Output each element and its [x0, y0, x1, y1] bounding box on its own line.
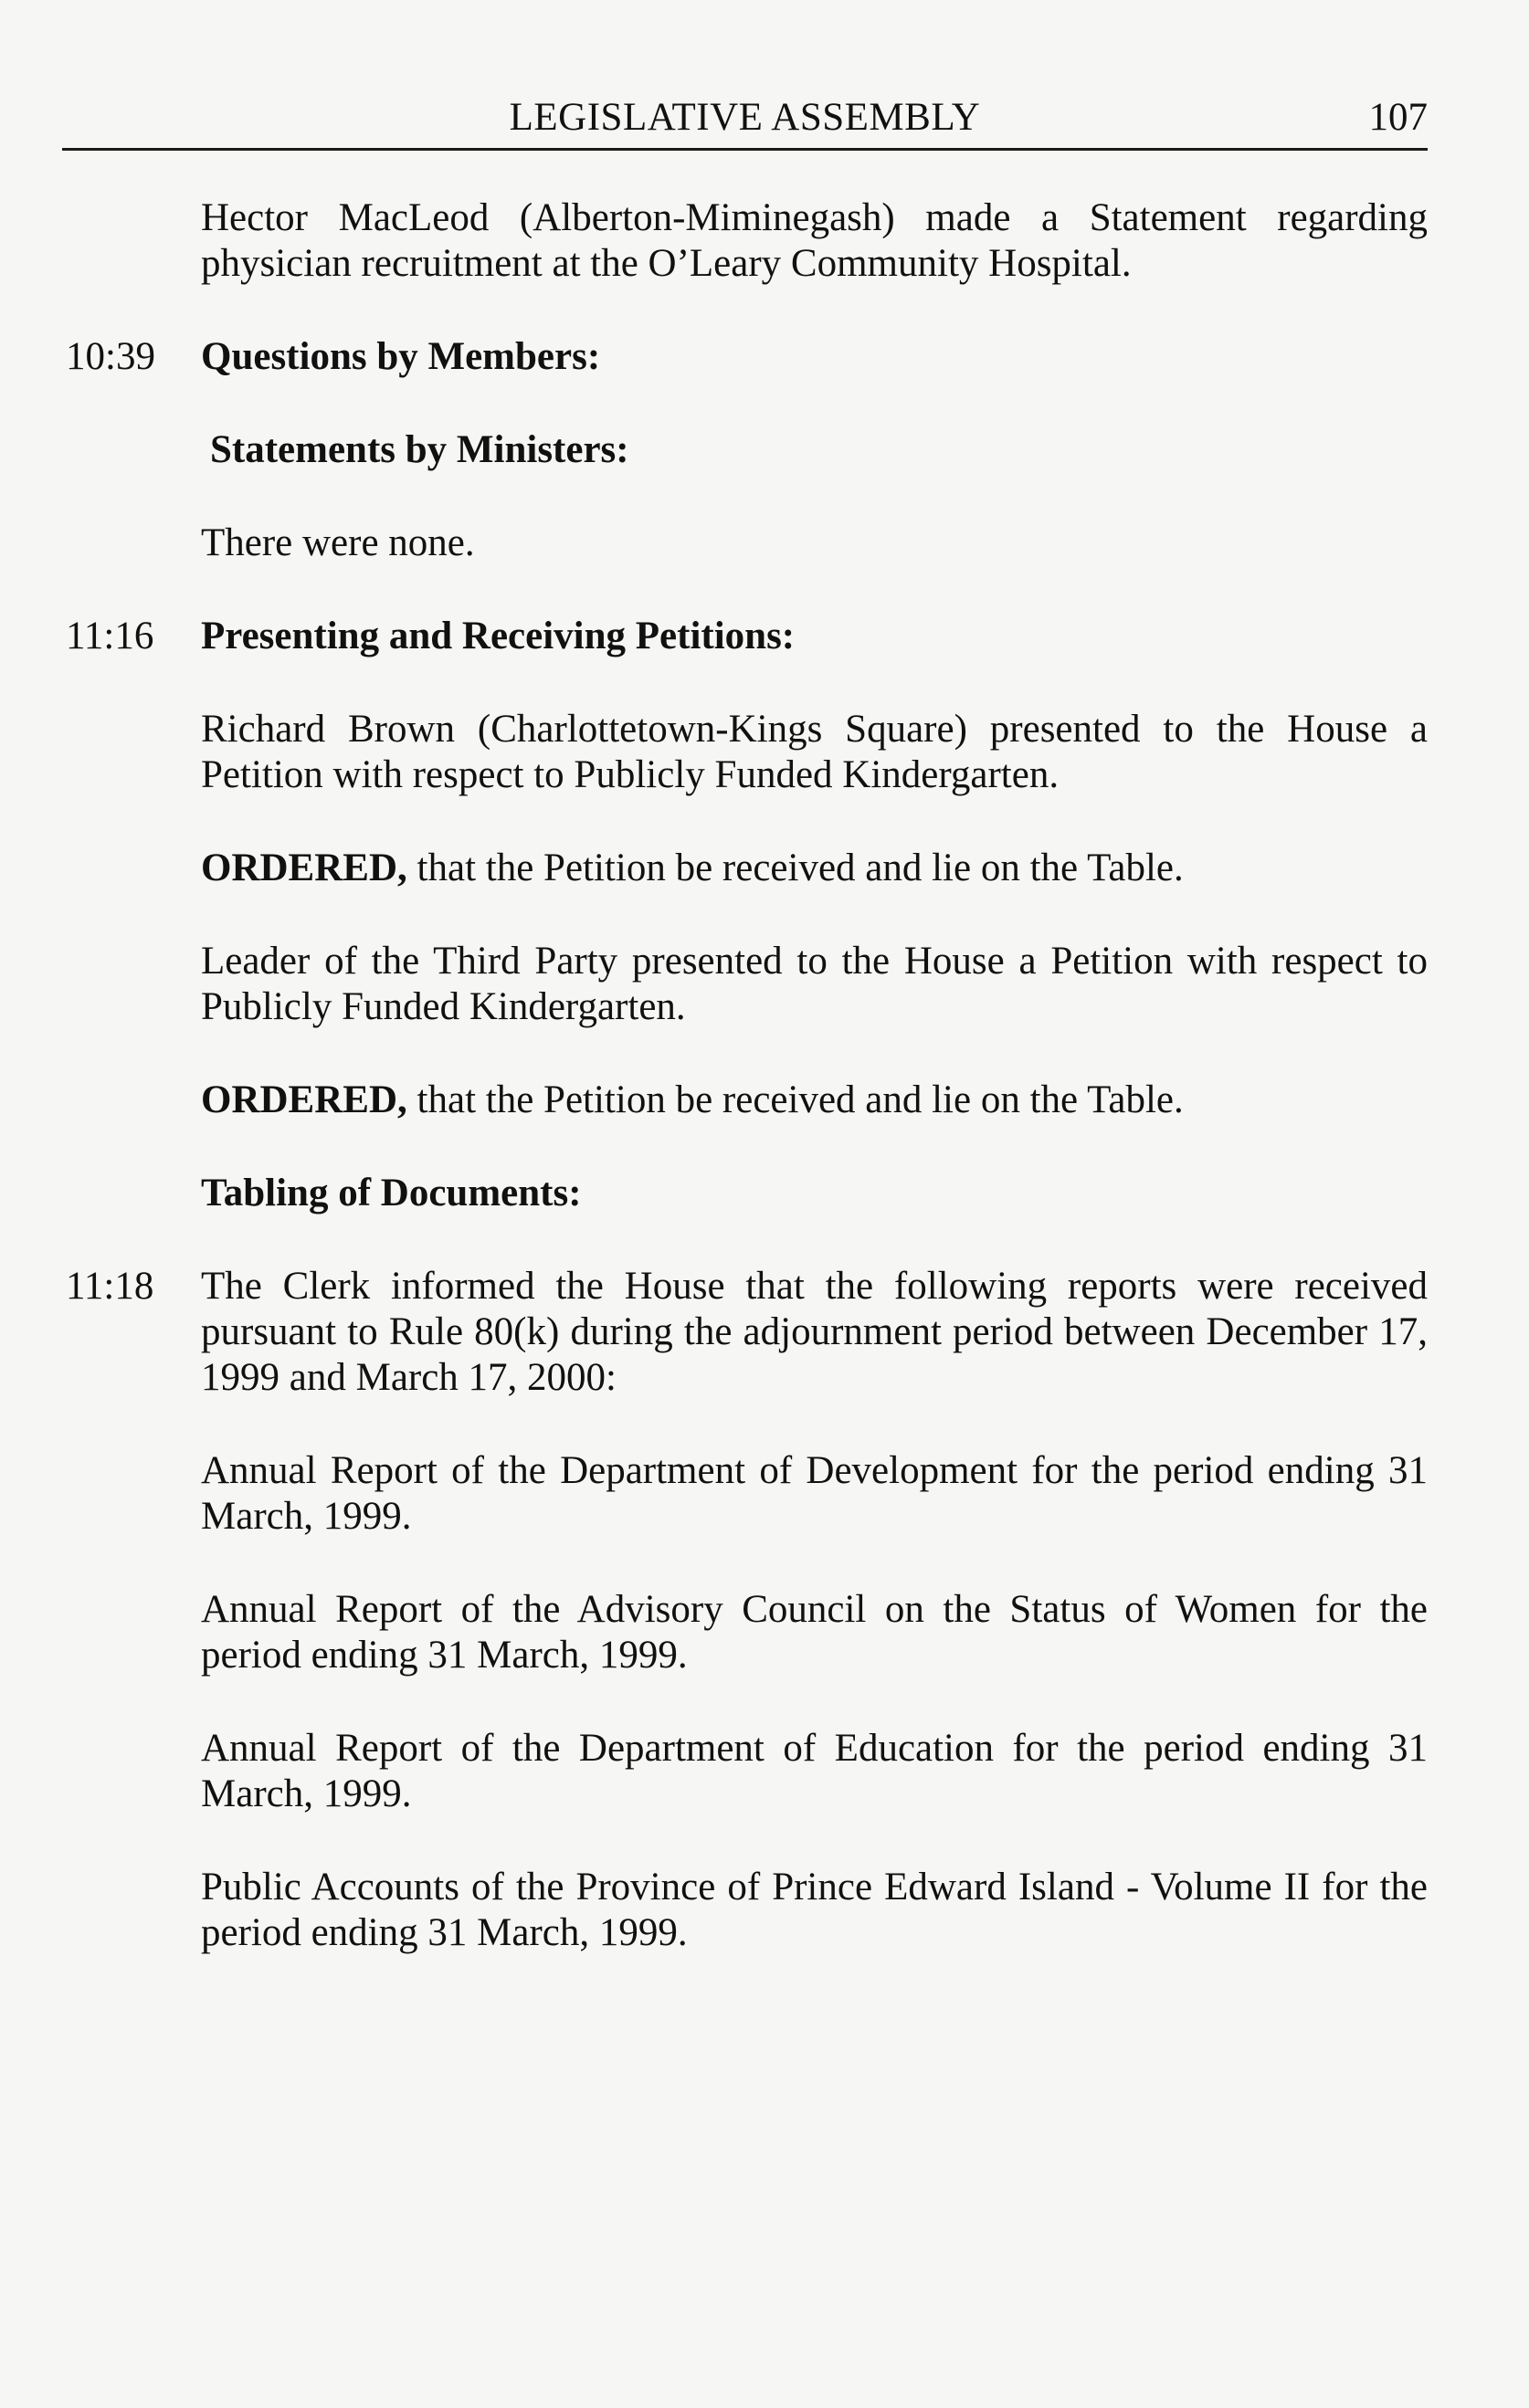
report-women-text: Annual Report of the Advisory Council on the Status of Women for the period ending 31 March, 1999. [201, 1588, 1428, 1677]
section-heading-ministers: Statements by Ministers: [210, 428, 629, 471]
clerk-text: The Clerk informed the House that the following reports were received pursuant to Rule 80(k) during the adjournment period between December 17, 1999 and March 17, 2000: [201, 1265, 1428, 1399]
third-party-petition-text: Leader of the Third Party presented to the House a Petition with respect to Publicly Funded Kindergarten. [201, 940, 1428, 1028]
section-heading-questions: Questions by Members: [201, 335, 601, 378]
ordered-label: ORDERED, [201, 846, 407, 889]
report-education-text: Annual Report of the Department of Education for the period ending 31 March, 1999. [201, 1727, 1428, 1815]
brown-petition-text: Richard Brown (Charlottetown-Kings Square) presented to the House a Petition with respect to Publicly Funded Kindergarten. [201, 708, 1428, 796]
ordered-text-1 [201, 846, 1428, 891]
running-title: LEGISLATIVE ASSEMBLY [509, 96, 981, 139]
ordered-text-2 [201, 1078, 1428, 1123]
timestamp: 11:18 [66, 1265, 154, 1308]
ordered-body: that the Petition be received and lie on the Table. [406, 1078, 1184, 1121]
report-public-accounts-text: Public Accounts of the Province of Prince Edward Island - Volume II for the period ending 31 March, 1999. [201, 1866, 1428, 1954]
timestamp: 11:16 [66, 615, 154, 657]
section-heading-petitions: Presenting and Receiving Petitions: [201, 615, 796, 657]
ordered-body: that the Petition be received and lie on the Table. [406, 846, 1184, 889]
ordered-label: ORDERED, [201, 1078, 407, 1121]
report-development-text: Annual Report of the Department of Development for the period ending 31 March, 1999. [201, 1449, 1428, 1538]
statement-macleod-text: Hector MacLeod (Alberton-Miminegash) made a Statement regarding physician recruitment at the O’Leary Community Hospital. [201, 196, 1428, 285]
page-header [62, 91, 1428, 151]
none-text: There were none. [201, 521, 475, 564]
page-number: 107 [1368, 96, 1428, 139]
timestamp: 10:39 [66, 335, 155, 378]
section-heading-tabling: Tabling of Documents: [201, 1172, 582, 1215]
